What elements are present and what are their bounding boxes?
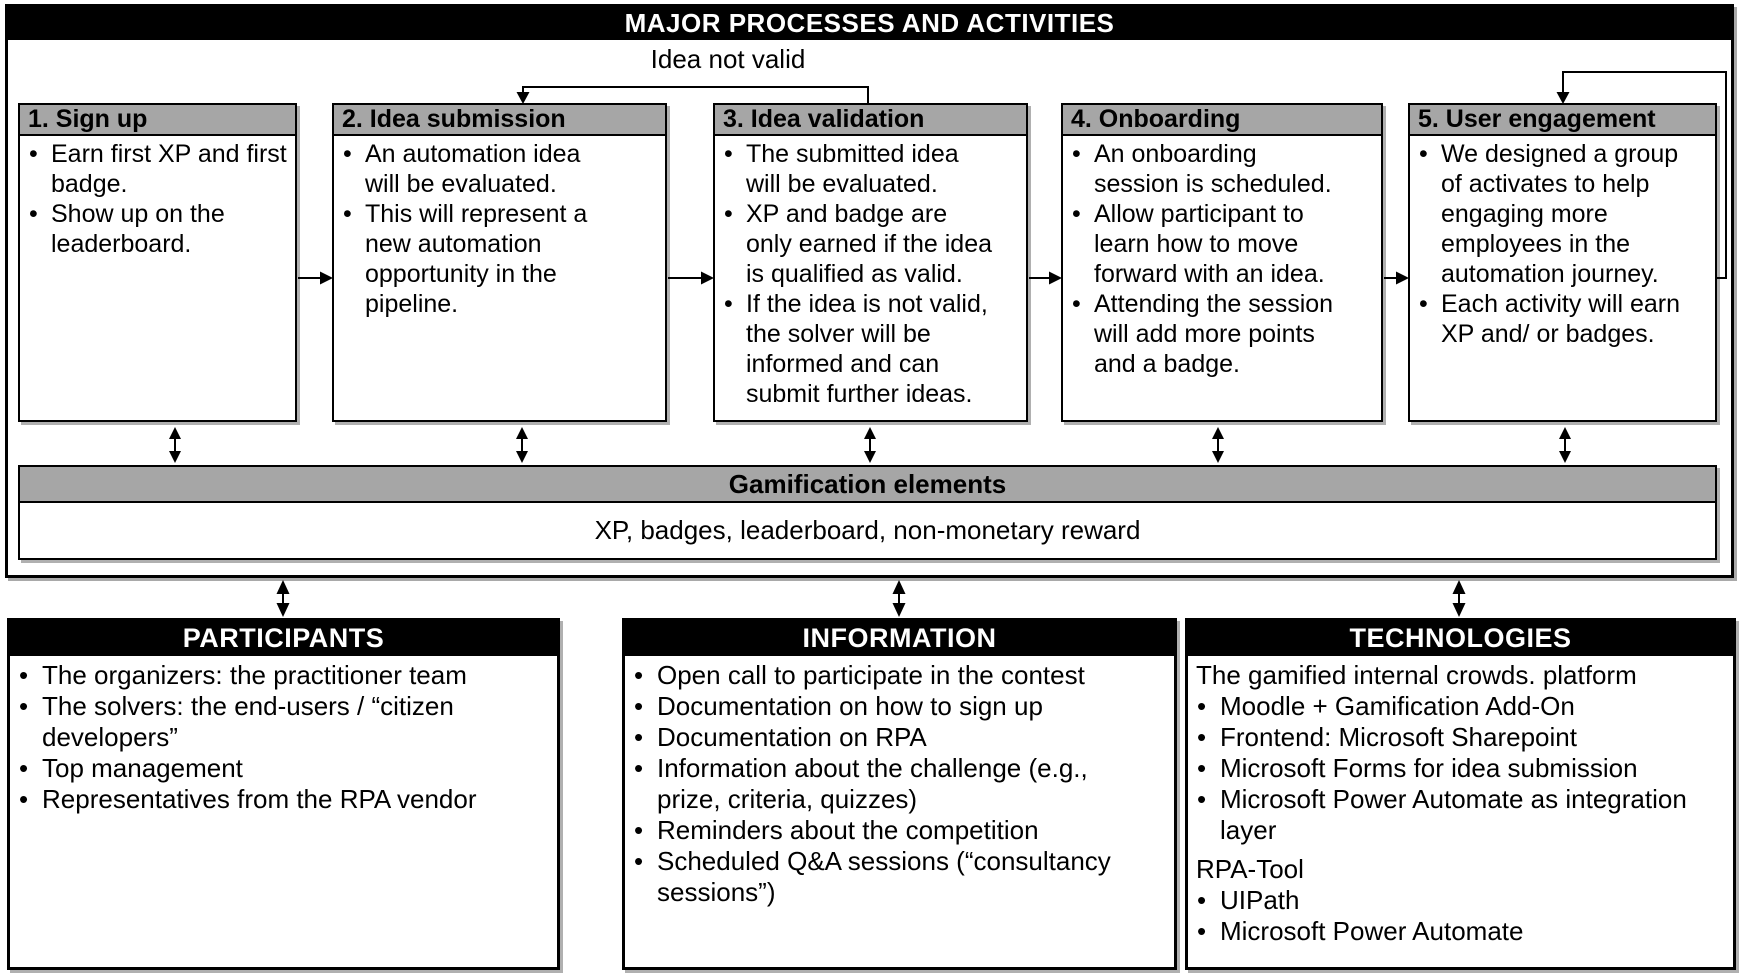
process-box-idea-submission-header: 2. Idea submission [334,105,665,136]
list-item-text: XP and badge are only earned if the idea is qualified as valid. [746,200,993,288]
bullet-marker [334,199,365,319]
list-item [20,139,290,199]
list-item-text: The submitted idea will be evaluated. [746,140,959,198]
list-item-text: Top management [42,753,243,783]
bullet-marker [625,753,657,815]
list-item-text: UIPath [1220,885,1300,915]
bullet-marker [625,691,657,722]
list-item-text: This will represent a new automation opportunity in the pipeline. [365,200,588,318]
bullet-marker [625,722,657,753]
list-item-text: If the idea is not valid, the solver will be informed and can submit further ideas. [746,290,988,408]
bullet-marker [1188,691,1220,722]
process-box-idea-validation [713,103,1028,422]
list-item [625,691,1152,722]
participants-body [10,656,557,815]
list-item-text: Reminders about the competition [657,815,1039,845]
list-item [1188,885,1727,916]
list-item [10,691,551,753]
bullet-marker [1063,139,1094,199]
gamification-header: Gamification elements [20,467,1715,503]
bullet-marker [1063,289,1094,379]
section-information [622,618,1177,970]
major-processes-title: MAJOR PROCESSES AND ACTIVITIES [8,7,1731,40]
list-item-text: The organizers: the practitioner team [42,660,467,690]
list-item [1188,784,1727,846]
section-participants [7,618,560,970]
bullet-marker [715,199,746,289]
list-item [334,199,605,319]
bullet-marker [1188,885,1220,916]
list-item [625,660,1152,691]
bullet-marker [10,691,42,753]
list-item-text: We designed a group of activates to help engaging more employees in the automation journey. [1441,140,1679,288]
list-item [334,139,605,199]
bullet-marker [1410,139,1441,289]
process-box-idea-submission-body [334,136,665,319]
information-header: INFORMATION [625,621,1174,656]
process-box-sign-up-body [20,136,295,259]
technologies-group-label: The gamified internal crowds. platform [1196,660,1637,690]
process-box-user-engagement-header: 5. User engagement [1410,105,1715,136]
bullet-marker [715,289,746,409]
list-item-text: The solvers: the end-users / “citizen developers” [42,691,454,752]
technologies-header: TECHNOLOGIES [1188,621,1733,656]
list-item-text: An automation idea will be evaluated. [365,140,581,198]
bullet-marker [1410,289,1441,349]
list-item-text: An onboarding session is scheduled. [1094,140,1332,198]
list-item-text: Attending the session will add more points and a badge. [1094,290,1334,378]
list-item [1188,722,1727,753]
list-item-text: Information about the challenge (e.g., prize, criteria, quizzes) [657,753,1088,814]
bullet-marker [625,660,657,691]
bullet-marker [625,846,657,908]
gamification-elements-text: XP, badges, leaderboard, non-monetary reward [594,515,1141,545]
arrow-panel-information [893,580,906,617]
list-item [10,660,551,691]
list-item [715,289,996,409]
process-box-idea-submission [332,103,667,422]
bullet-marker [715,139,746,199]
list-item [10,753,551,784]
list-item [20,199,290,259]
list-item-text: Earn first XP and first badge. [51,140,287,198]
list-item-text: Frontend: Microsoft Sharepoint [1220,722,1577,752]
list-item [1188,753,1727,784]
idea-not-valid-label: Idea not valid [650,44,806,74]
bullet-marker [1188,753,1220,784]
list-item [715,139,996,199]
list-item [625,753,1152,815]
list-item-text: Open call to participate in the contest [657,660,1085,690]
list-item-text: Documentation on RPA [657,722,927,752]
bullet-marker [20,139,51,199]
bullet-marker [10,784,42,815]
bullet-marker [1188,722,1220,753]
technologies-group-label: RPA-Tool [1196,854,1304,884]
list-item-text: Show up on the leaderboard. [51,200,225,258]
list-item [1188,916,1727,947]
list-item [1410,289,1691,349]
list-item [1063,139,1339,199]
list-item [625,815,1152,846]
gamification-bar [18,465,1717,560]
process-box-user-engagement [1408,103,1717,422]
process-box-idea-validation-body [715,136,1026,409]
list-item-text: Allow participant to learn how to move forward with an idea. [1094,200,1325,288]
list-item [715,199,996,289]
list-item [625,722,1152,753]
process-box-user-engagement-body [1410,136,1715,349]
list-item-text: Representatives from the RPA vendor [42,784,477,814]
bullet-marker [625,815,657,846]
participants-header: PARTICIPANTS [10,621,557,656]
bullet-marker [1188,784,1220,846]
list-item-text: Microsoft Forms for idea submission [1220,753,1638,783]
list-item [10,784,551,815]
bullet-marker [1188,916,1220,947]
bullet-marker [20,199,51,259]
list-item-text: Documentation on how to sign up [657,691,1043,721]
list-item-text: Microsoft Power Automate [1220,916,1524,946]
list-item [1410,139,1691,289]
section-technologies [1185,618,1736,970]
process-box-idea-validation-header: 3. Idea validation [715,105,1026,136]
information-body [625,656,1174,908]
process-box-sign-up [18,103,297,422]
list-item [1063,199,1339,289]
bullet-marker [1063,199,1094,289]
list-item [1188,691,1727,722]
bullet-marker [334,139,365,199]
list-item-text: Scheduled Q&A sessions (“consultancy sessions”) [657,846,1111,907]
arrow-panel-technologies [1453,580,1466,617]
technologies-body [1188,656,1733,947]
process-box-onboarding [1061,103,1383,422]
list-item-text: Each activity will earn XP and/ or badges. [1441,290,1680,348]
list-item [625,846,1152,908]
process-box-onboarding-header: 4. Onboarding [1063,105,1381,136]
arrow-panel-participants [277,580,290,617]
list-item-text: Moodle + Gamification Add-On [1220,691,1575,721]
process-box-sign-up-header: 1. Sign up [20,105,295,136]
list-item-text: Microsoft Power Automate as integration layer [1220,784,1687,845]
bullet-marker [10,753,42,784]
bullet-marker [10,660,42,691]
list-item [1063,289,1339,379]
process-box-onboarding-body [1063,136,1381,379]
